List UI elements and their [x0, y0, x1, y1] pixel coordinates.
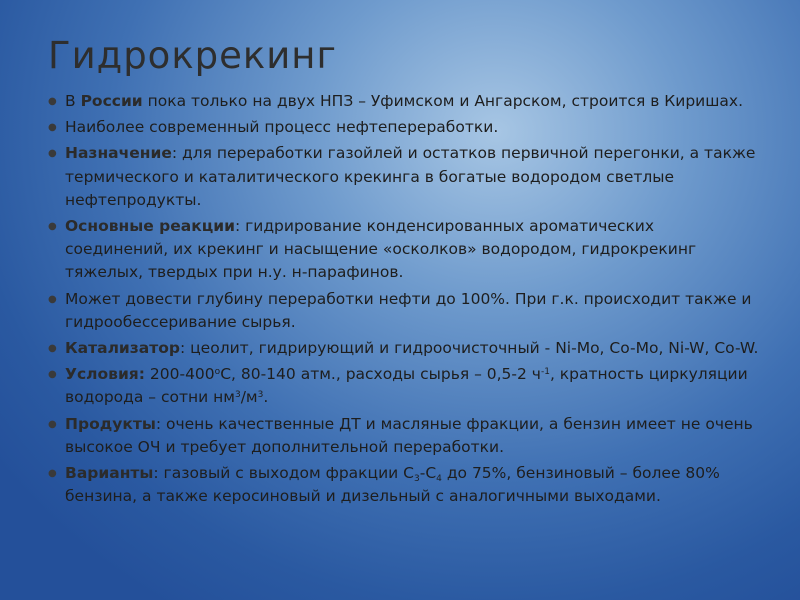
bullet-dot-icon: ●: [48, 96, 57, 107]
bullet-keyword: Назначение: [65, 144, 172, 163]
bullet-catalyst: [48, 337, 760, 360]
superscript: 3: [257, 390, 264, 401]
bullet-text: : гидрирование конденсированных ароматических соединений, их крекинг и насыщение «осколков» водородом, гидрокрекинг тяжелых, твердых при н.у. н-парафинов.: [65, 217, 697, 282]
bullet-dot-icon: ●: [48, 418, 57, 430]
bullet-dot-icon: ●: [48, 369, 57, 381]
bullet-russia: [48, 90, 760, 113]
bullet-text: : очень качественные ДТ и масляные фракции, а бензин имеет не очень высокое ОЧ и требует дополнительной переработки.: [65, 414, 753, 456]
bullet-keyword: Варианты: [65, 464, 154, 483]
bullet-text: до 75%, бензиновый – более 80% бензина, а также керосиновый и дизельный с аналогичными выходами.: [65, 464, 720, 506]
bullet-text: : цеолит, гидрирующий и гидроочисточный - Ni-Mo, Co-Mo, Ni-W, Co-W.: [179, 339, 759, 358]
bullet-text: пока только на двух НПЗ – Уфимском и Ангарском, строится в Киришах.: [142, 92, 744, 110]
bullet-text: : газовый с выходом фракции С: [153, 464, 414, 483]
bullet-keyword: России: [80, 92, 143, 110]
bullet-modern-process: [48, 116, 760, 139]
bullet-dot-icon: ●: [48, 343, 57, 355]
superscript: -1: [540, 367, 550, 378]
bullet-text: С, 80-140 атм., расходы сырья – 0,5-2 ч: [220, 365, 541, 384]
bullet-text: Может довести глубину переработки нефти до 100%. При г.к. происходит также и гидрообессеривание сырья.: [65, 289, 752, 331]
bullet-products: [48, 413, 760, 459]
bullet-dot-icon: ●: [48, 122, 57, 134]
bullet-list: [48, 90, 760, 511]
bullet-text: , кратность циркуляции водорода – сотни нм: [65, 365, 748, 407]
bullet-text: : для переработки газойлей и остатков первичной перегонки, а также термического и каталитического крекинга в богатые водородом светлые нефтепродукты.: [65, 144, 756, 209]
slide-title: Гидрокрекинг: [48, 34, 337, 77]
superscript: о: [214, 367, 221, 378]
bullet-keyword: Условия:: [65, 365, 145, 384]
subscript: 4: [436, 474, 442, 485]
bullet-text: -С: [419, 464, 437, 483]
bullet-keyword: Продукты: [65, 414, 156, 433]
bullet-reactions: [48, 215, 760, 285]
bullet-keyword: Катализатор: [65, 339, 180, 358]
bullet-prefix: В: [65, 92, 81, 110]
bullet-text: 200-400: [144, 365, 215, 384]
subscript: 3: [414, 474, 420, 485]
bullet-dot-icon: ●: [48, 468, 57, 480]
bullet-depth: [48, 288, 760, 334]
bullet-text: Наиболее современный процесс нефтепереработки.: [65, 118, 499, 137]
bullet-dot-icon: ●: [48, 221, 57, 233]
bullet-conditions: [48, 363, 760, 409]
bullet-variants: [48, 462, 760, 508]
bullet-purpose: [48, 142, 760, 212]
bullet-text: .: [263, 388, 269, 407]
bullet-keyword: Основные реакции: [65, 217, 235, 236]
superscript: 3: [234, 390, 241, 401]
bullet-text: /м: [240, 388, 258, 407]
bullet-dot-icon: ●: [48, 148, 57, 160]
bullet-dot-icon: ●: [48, 293, 57, 305]
